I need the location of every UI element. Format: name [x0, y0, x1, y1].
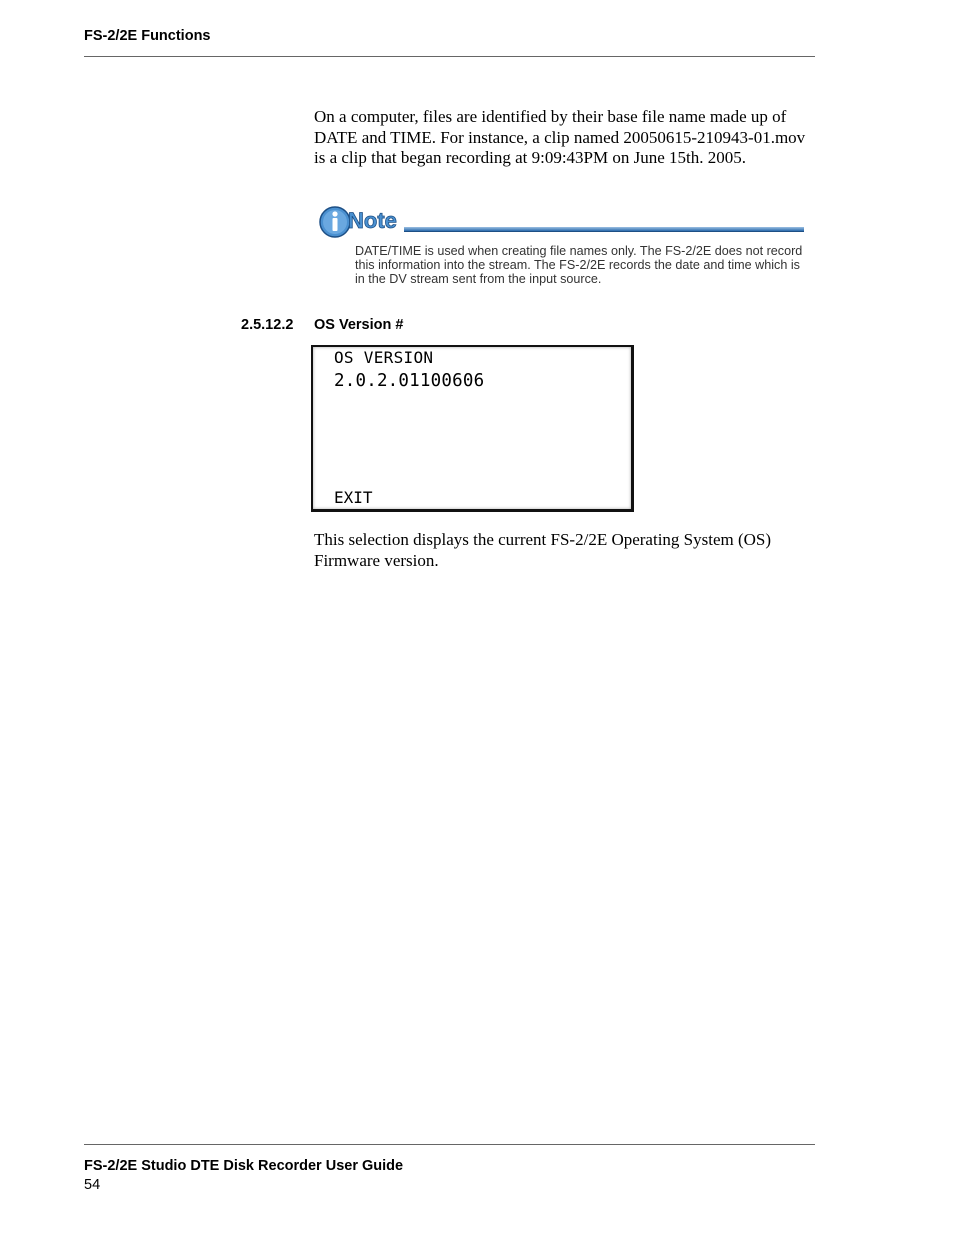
page-number: 54 — [84, 1177, 101, 1193]
info-note-icon — [318, 203, 410, 239]
intro-paragraph: On a computer, files are identified by their base file name made up of DATE and TIME. For instance, a clip named 20050615-210943-01.mov is a clip that began recording at 9:09:43PM on June 15th. 2005. — [314, 107, 806, 167]
lcd-version-value: 2.0.2.01100606 — [334, 371, 485, 391]
footer-title: FS-2/2E Studio DTE Disk Recorder User Guide — [84, 1158, 404, 1174]
note-box — [316, 201, 806, 291]
footer-divider — [84, 1144, 815, 1145]
note-accent-bar — [404, 227, 804, 232]
lcd-display — [311, 345, 634, 512]
section-number: 2.5.12.2 — [241, 317, 294, 333]
section-title: OS Version # — [314, 317, 404, 333]
header-divider — [84, 56, 815, 57]
description-paragraph: This selection displays the current FS-2/2E Operating System (OS) Firmware version. — [314, 530, 772, 570]
lcd-exit-option: EXIT — [334, 488, 373, 507]
page-header-title: FS-2/2E Functions — [84, 28, 211, 44]
lcd-title: OS VERSION — [334, 348, 434, 367]
note-text: DATE/TIME is used when creating file names only. The FS-2/2E does not record this information into the stream. The FS-2/2E records the date and time which is in the DV stream sent from the input source. — [355, 244, 803, 286]
note-logo-text: Note — [348, 208, 397, 233]
